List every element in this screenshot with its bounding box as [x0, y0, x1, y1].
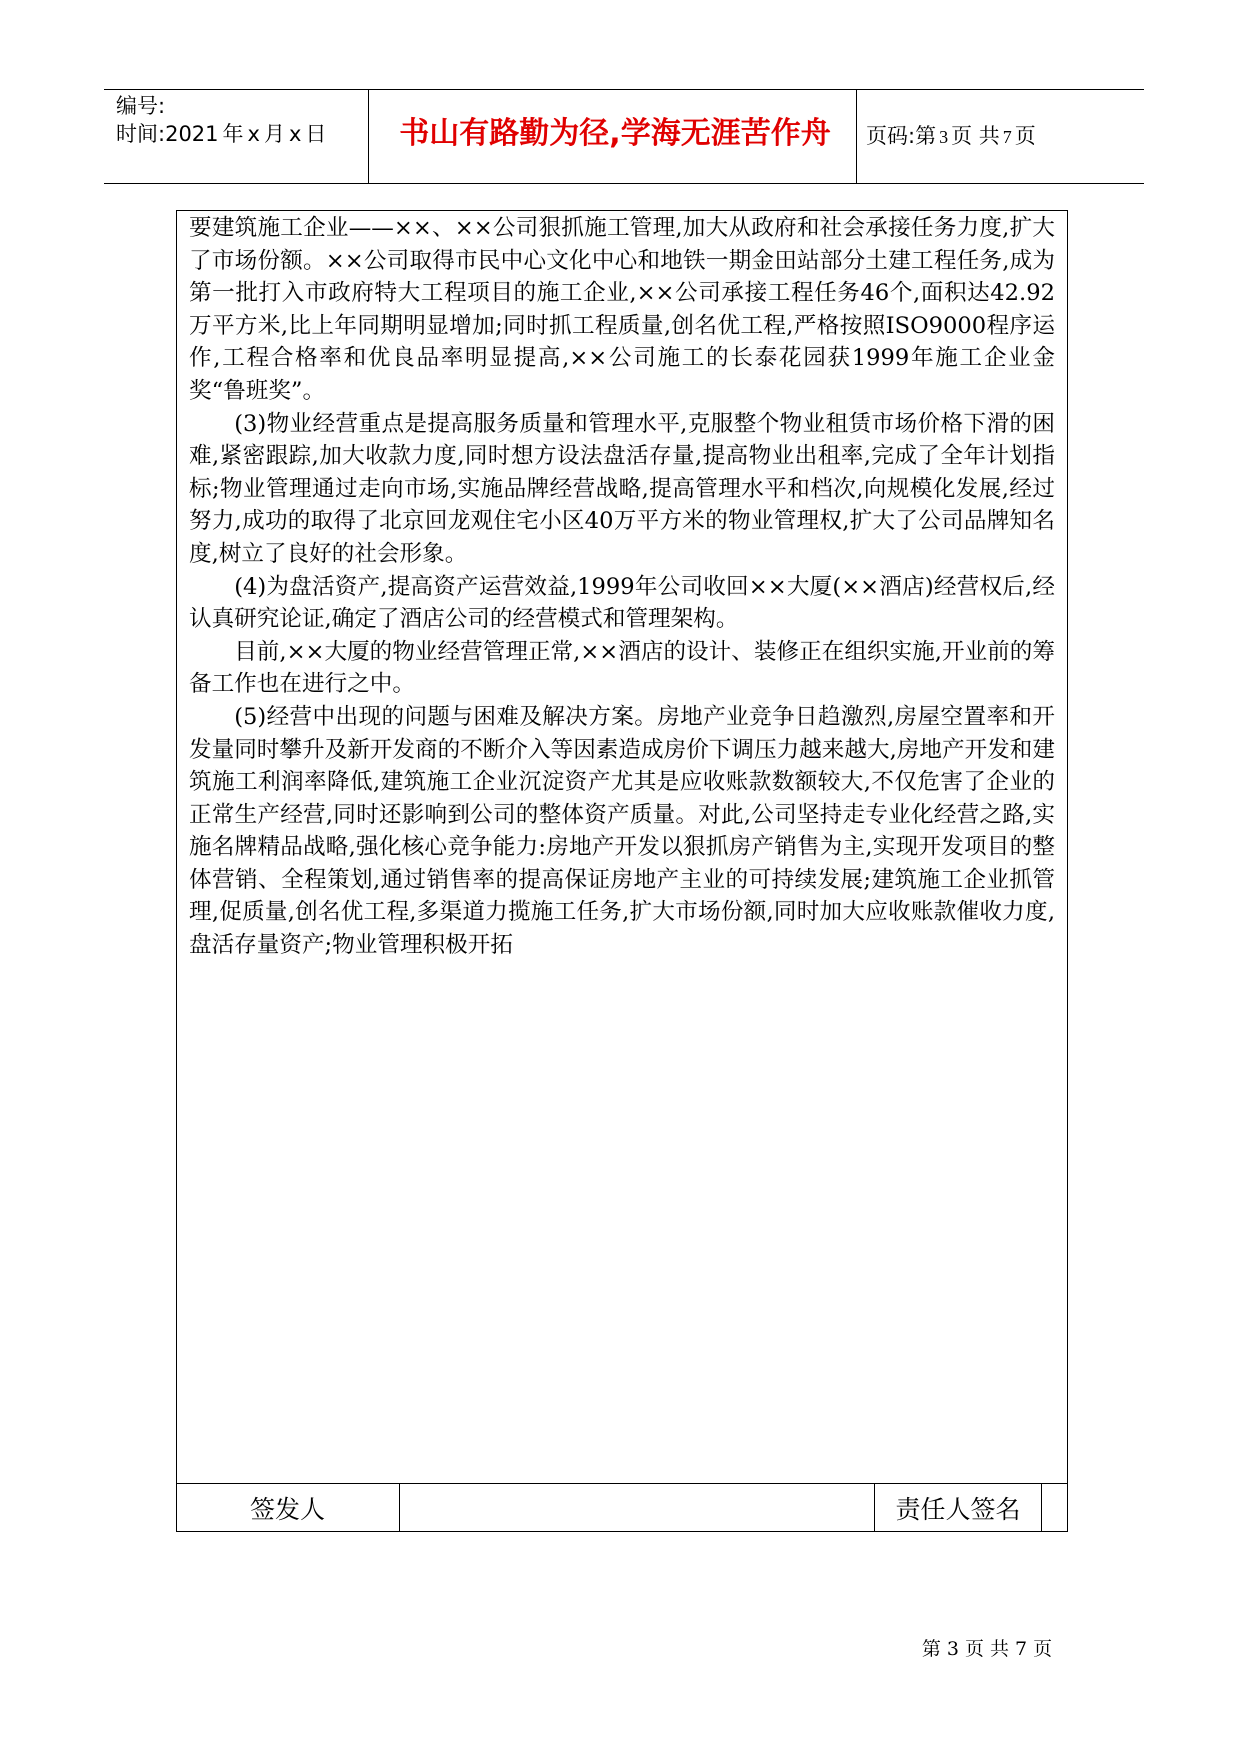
header-top-rule: [104, 89, 1144, 90]
time-year: 2021: [165, 122, 219, 146]
responsible-signature-field[interactable]: [1042, 1484, 1066, 1532]
time-month-unit: 月: [263, 122, 285, 146]
paragraph-4: 目前,××大厦的物业经营管理正常,××酒店的设计、装修正在组织实施,开业前的筹备工作也在进行之中。: [189, 638, 1055, 698]
header-motto: 书山有路勤为径,学海无涯苦作舟: [399, 116, 831, 151]
signature-row: [176, 1483, 1068, 1532]
header-info: [116, 92, 366, 148]
time-line: [116, 120, 366, 148]
header-page-number: [866, 122, 1136, 151]
time-day-unit: 日: [305, 122, 327, 146]
time-day: x: [288, 122, 302, 146]
paragraph-1: 要建筑施工企业——××、××公司狠抓施工管理,加大从政府和社会承接任务力度,扩大了市场份额。××公司取得市民中心文化中心和地铁一期金田站部分土建工程任务,成为第一批打入市政府特大工程项目的施工企业,××公司承接工程任务46个,面积达42.92万平方米,比上年同期明显增加;同时抓工程质量,创名优工程,严格按照ISO9000程序运作,工程合格率和优良品率明显提高,××公司施工的长泰花园获1999年施工企业金奖“鲁班奖”。: [189, 215, 1055, 404]
page-prefix: 页码:第: [866, 124, 937, 148]
time-year-unit: 年: [222, 122, 244, 146]
time-month: x: [247, 122, 260, 146]
paragraph-5: (5)经营中出现的问题与困难及解决方案。房地产业竞争日趋激烈,房屋空置率和开发量同时攀升及新开发商的不断介入等因素造成房价下调压力越来越大,房地产开发和建筑施工利润率降低,建筑施工企业沉淀资产尤其是应收账款数额较大,不仅危害了企业的正常生产经营,同时还影响到公司的整体资产质量。对此,公司坚持走专业化经营之路,实施名牌精品战略,强化核心竞争能力:房地产开发以狠抓房产销售为主,实现开发项目的整体营销、全程策划,通过销售率的提高保证房地产主业的可持续发展;建筑施工企业抓管理,促质量,创名优工程,多渠道力揽施工任务,扩大市场份额,同时加大应收账款催收力度,盘活存量资产;物业管理积极开拓: [189, 703, 1055, 959]
serial-label: 编号:: [116, 94, 166, 118]
paragraph-3: (4)为盘活资产,提高资产运营效益,1999年公司收回××大厦(××酒店)经营权后,经认真研究论证,确定了酒店公司的经营模式和管理架构。: [189, 573, 1055, 633]
time-prefix: 时间:: [116, 122, 166, 146]
page-total: 7: [1002, 127, 1012, 147]
header-bottom-rule: [104, 183, 1144, 184]
paragraph-2: (3)物业经营重点是提高服务质量和管理水平,克服整个物业租赁市场价格下滑的困难,紧密跟踪,加大收款力度,同时想方设法盘活存量,提高物业出租率,完成了全年计划指标;物业管理通过走向市场,实施品牌经营战略,提高管理水平和档次,向规模化发展,经过努力,成功的取得了北京回龙观住宅小区40万平方米的物业管理权,扩大了公司品牌知名度,树立了良好的社会形象。: [189, 410, 1055, 567]
page-suffix: 页: [1014, 124, 1036, 148]
page-footer: 第 3 页 共 7 页: [921, 1638, 1053, 1660]
body-text: [189, 212, 1055, 962]
page-current: 3: [939, 127, 949, 147]
header-divider-left: [368, 89, 369, 183]
issuer-signature-field[interactable]: [400, 1484, 874, 1532]
issuer-label: 签发人: [249, 1495, 325, 1524]
page-mid: 页 共: [951, 124, 1000, 148]
responsible-label: 责任人签名: [895, 1495, 1021, 1524]
